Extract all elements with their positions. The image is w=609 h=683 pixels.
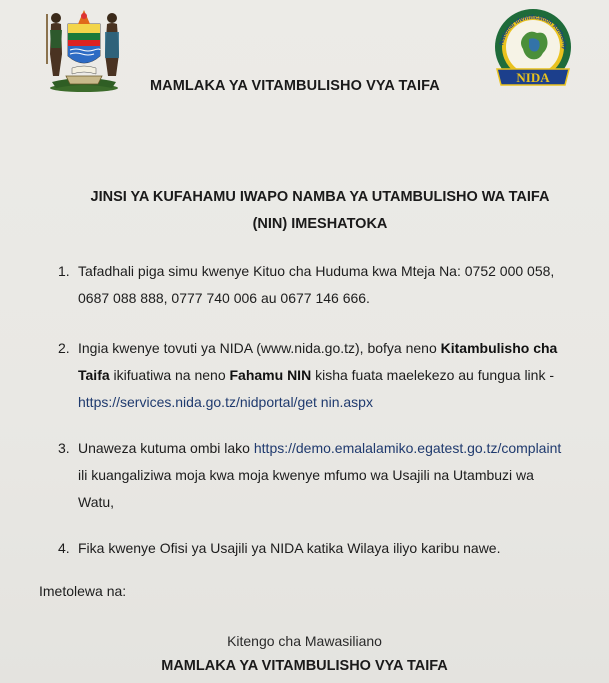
instruction-item-3 bbox=[58, 435, 588, 516]
document-title bbox=[60, 184, 580, 238]
item-number: 1. bbox=[58, 263, 70, 279]
item-text-line: Fika kwenye Ofisi ya Usajili ya NIDA katika Wilaya iliyo karibu nawe. bbox=[78, 540, 501, 556]
instruction-item-4 bbox=[58, 535, 588, 562]
nida-ring-text: National Identification Authority bbox=[499, 14, 568, 50]
item-emphasis: Taifa bbox=[78, 367, 110, 383]
header-title: MAMLAKA YA VITAMBULISHO VYA TAIFA bbox=[150, 78, 440, 94]
shield bbox=[68, 10, 100, 63]
document-title-line-2: (NIN) IMESHATOKA bbox=[252, 216, 388, 232]
item-text-line: ili kuangaliziwa moja kwa moja kwenye mfumo wa Usajili na Utambuzi wa bbox=[78, 467, 534, 483]
item-number: 3. bbox=[58, 440, 70, 456]
document-title-line-1: JINSI YA KUFAHAMU IWAPO NAMBA YA UTAMBULISHO WA TAIFA bbox=[90, 189, 550, 205]
coat-of-arms-logo bbox=[42, 4, 126, 94]
item-emphasis: Kitambulisho cha bbox=[440, 340, 558, 356]
instruction-item-2 bbox=[58, 335, 588, 416]
item-text: Unaweza kutuma ombi lako bbox=[78, 440, 254, 456]
issuing-unit: Kitengo cha Mawasiliano bbox=[227, 633, 382, 649]
instruction-item-1 bbox=[58, 258, 588, 312]
complaint-link[interactable]: https://demo.emalalamiko.egatest.go.tz/complaint bbox=[253, 440, 562, 456]
item-text: ikifuatiwa na neno bbox=[109, 367, 230, 383]
item-number: 2. bbox=[58, 340, 70, 356]
nida-logo-text: NIDA bbox=[516, 70, 550, 85]
item-text-line: Tafadhali piga simu kwenye Kituo cha Huduma kwa Mteja Na: 0752 000 058, bbox=[78, 263, 555, 279]
male-figure bbox=[47, 13, 62, 76]
issuing-organization: MAMLAKA YA VITAMBULISHO VYA TAIFA bbox=[161, 658, 448, 674]
nida-logo bbox=[489, 7, 577, 97]
issued-by-label: Imetolewa na: bbox=[39, 583, 127, 599]
item-text: kisha fuata maelekezo au fungua link - bbox=[311, 367, 554, 383]
item-text-line: 0687 088 888, 0777 740 006 au 0677 146 666. bbox=[78, 290, 370, 306]
item-text: Ingia kwenye tovuti ya NIDA (www.nida.go.tz), bofya neno bbox=[78, 340, 441, 356]
item-emphasis: Fahamu NIN bbox=[229, 367, 312, 383]
item-text-line: Watu, bbox=[78, 494, 115, 510]
item-number: 4. bbox=[58, 540, 70, 556]
nid-portal-link[interactable]: https://services.nida.go.tz/nidportal/get nin.aspx bbox=[78, 394, 373, 410]
female-figure bbox=[105, 13, 119, 76]
